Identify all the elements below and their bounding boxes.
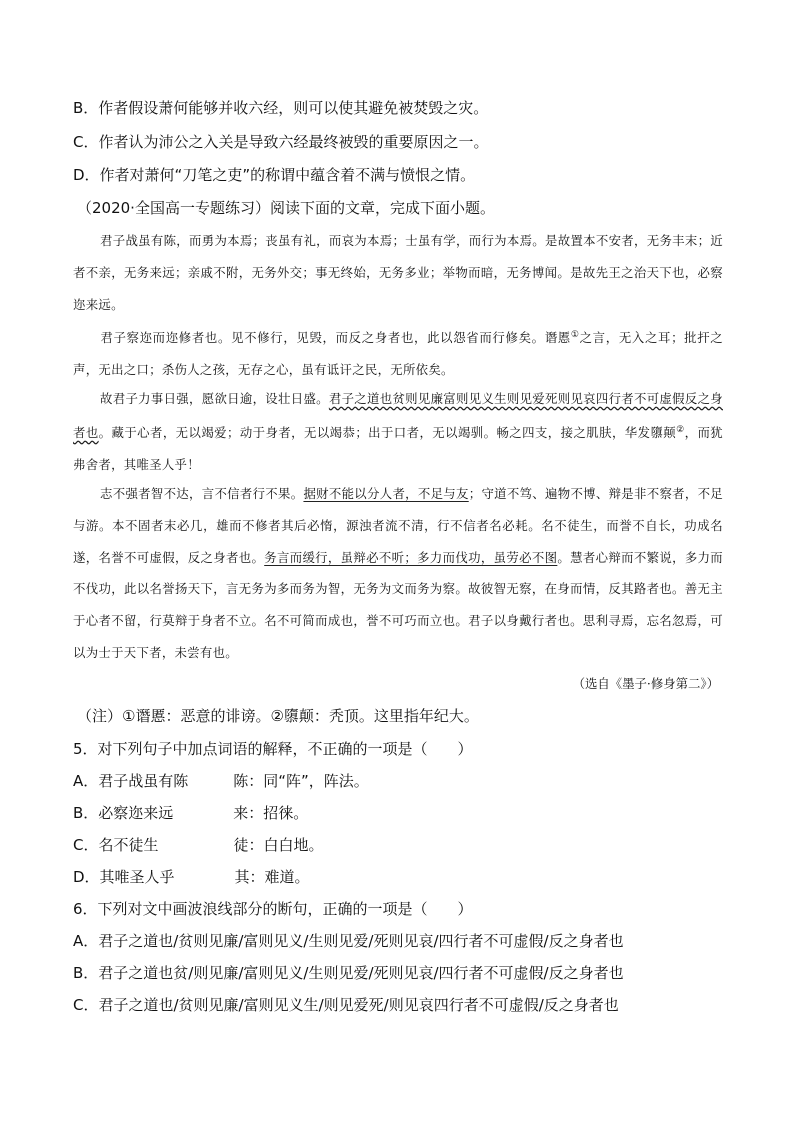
question-5-option-b: B．必察迩来远 来：招徕。: [73, 804, 309, 822]
passage-p1-text: 君子战虽有陈，而勇为本焉；丧虽有礼，而哀为本焉；士虽有学，而行为本焉。是故置本不安者，无务丰末；近者不亲，无务来远；亲戚不附，无务外交；事无终始，无务多业；举物而暗，无务博闻。是故先王之治天下也，必察迩来远。: [73, 233, 723, 312]
passage-p3-text-b: 。藏于心者，无以竭爱；动于身者，无以竭恭；出于口者，无以竭驯。畅之四支，接之肌肤，华发隳颠: [98, 424, 677, 440]
footnote-marker-2: ②: [676, 424, 685, 435]
prev-option-d: D．作者对萧何“刀笔之吏”的称谓中蕴含着不满与愤恨之情。: [73, 166, 476, 184]
question-6-option-a: A．君子之道也/贫则见廉/富则见义/生则见爱/死则见哀/四行者不可虚假/反之身者也: [73, 932, 624, 950]
passage-paragraph-1: [73, 225, 723, 320]
annotation-notes: （注）①谮慝：恶意的诽谤。②隳颠：秃顶。这里指年纪大。: [77, 707, 479, 725]
prev-option-c: C．作者认为沛公之入关是导致六经最终被毁的重要原因之一。: [73, 133, 489, 151]
question-5-option-a: A．君子战虽有陈 陈：同“阵”，阵法。: [73, 772, 369, 790]
passage-p3-text-c: ，而犹弗舍者，其唯圣人乎！: [73, 424, 723, 472]
passage-paragraph-3: [73, 383, 723, 480]
passage-p2-text-b: 之言，无入之耳；批扞之声，无出之口；杀伤人之孩，无存之心，虽有诋讦之民，无所依矣。: [73, 330, 723, 377]
prev-option-b: B．作者假设萧何能够并收六经，则可以使其避免被焚毁之灾。: [73, 99, 489, 117]
reading-intro: （2020·全国高一专题练习）阅读下面的文章，完成下面小题。: [77, 199, 495, 217]
question-6-option-b: B．君子之道也贫/则见廉/富则见义/生则见爱/死则见哀/四行者不可虚假/反之身者也: [73, 964, 624, 982]
underlined-sentence-1: 据财不能以分人者，不足与友: [303, 486, 469, 501]
passage-source: （选自《墨子·修身第二》）: [572, 676, 719, 691]
question-5-stem: 5．对下列句子中加点词语的解释，不正确的一项是（ ）: [73, 740, 473, 758]
wavy-underlined-sentence: 君子之道也贫则见廉富则见义生则见爱死则见哀四行者不可虚假反之身者也: [73, 391, 723, 440]
passage-p4-text-c: 。慧者心辩而不繁说，多力而不伐功，此以名誉扬天下，言无务为多而务为智，无务为文而务为察。故彼智无察，在身而情，反其路者也。善无主于心者不留，行莫辩于身者不立。名不可简而成也，誉不可巧而立也。君子以身戴行者也。思利寻焉，忘名忽焉，可以为士于天下者，未尝有也。: [73, 549, 724, 660]
question-5-option-d: D．其唯圣人乎 其：难道。: [73, 868, 310, 886]
question-6-stem: 6．下列对文中画波浪线部分的断句，正确的一项是（ ）: [73, 900, 473, 918]
passage-paragraph-4: [73, 478, 723, 669]
passage-p4-text-b: ；守道不笃、遍物不博、辩是非不察者，不足与游。本不固者末必几，雄而不修者其后必惰，源浊者流不清，行不信者名必耗。名不徒生，而誉不自长，功成名遂，名誉不可虚假，反之身者也。: [73, 486, 723, 565]
underlined-sentence-2: 务言而缓行，虽辩必不听；多力而伐功，虽劳必不图: [264, 549, 558, 565]
footnote-marker-1: ①: [570, 330, 580, 340]
passage-p3-text-a: 故君子力事日强，愿欲日逾，设壮日盛。: [100, 391, 329, 406]
passage-p2-text-a: 君子察迩而迩修者也。见不修行，见毁，而反之身者也，此以怨省而行修矣。谮慝: [100, 330, 571, 345]
passage-p4-text-a: 志不强者智不达，言不信者行不果。: [100, 486, 304, 501]
question-6-option-c: C．君子之道也/贫则见廉/富则见义生/则见爱死/则见哀四行者不可虚假/反之身者也: [73, 996, 619, 1014]
passage-paragraph-2: [73, 320, 723, 386]
question-5-option-c: C．名不徒生 徒：白白地。: [73, 836, 324, 854]
